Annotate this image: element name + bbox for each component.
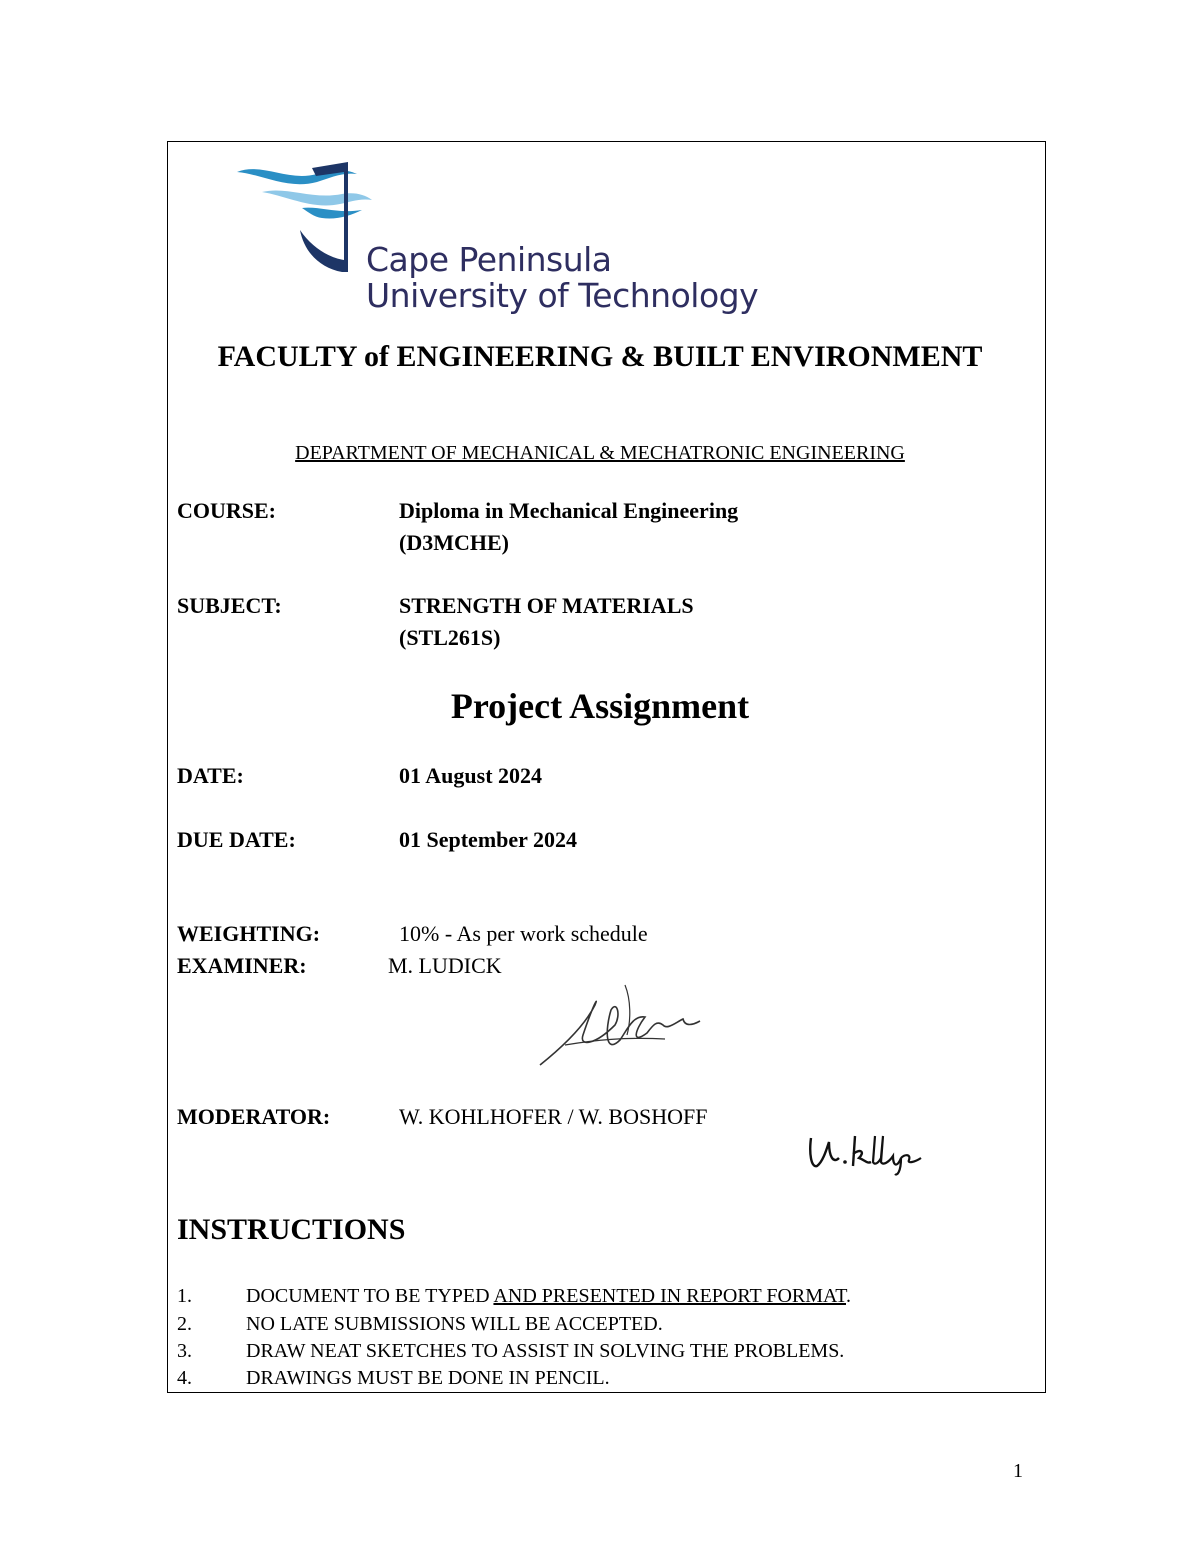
moderator-label: MODERATOR:	[177, 1104, 331, 1129]
moderator-signature-icon	[805, 1128, 925, 1178]
course-value: Diploma in Mechanical Engineering	[399, 498, 739, 523]
instruction-item: DRAW NEAT SKETCHES TO ASSIST IN SOLVING THE PROBLEMS.	[246, 1340, 845, 1362]
instruction-number: 1.	[177, 1285, 192, 1307]
instruction-item: DOCUMENT TO BE TYPED AND PRESENTED IN REPORT FORMAT.	[246, 1285, 851, 1307]
instruction-item: NO LATE SUBMISSIONS WILL BE ACCEPTED.	[246, 1313, 663, 1335]
cover-frame	[167, 141, 1046, 1393]
instruction-number: 4.	[177, 1367, 192, 1389]
weighting-value: 10% - As per work schedule	[399, 921, 648, 946]
instruction-number: 2.	[177, 1313, 192, 1335]
moderator-value: W. KOHLHOFER / W. BOSHOFF	[399, 1104, 708, 1129]
instructions-heading: INSTRUCTIONS	[177, 1213, 406, 1246]
cput-logo-icon	[232, 160, 372, 275]
weighting-label: WEIGHTING:	[177, 921, 321, 946]
subject-code: (STL261S)	[399, 625, 501, 650]
subject-label: SUBJECT:	[177, 593, 282, 618]
examiner-label: EXAMINER:	[177, 953, 307, 978]
page-number: 1	[1013, 1460, 1023, 1482]
department-heading: DEPARTMENT OF MECHANICAL & MECHATRONIC ENGINEERING	[295, 442, 905, 464]
examiner-signature-icon	[535, 975, 705, 1070]
course-label: COURSE:	[177, 498, 277, 523]
due-date-label: DUE DATE:	[177, 827, 296, 852]
faculty-heading: FACULTY of ENGINEERING & BUILT ENVIRONMENT	[217, 340, 983, 373]
logo-line-1: Cape Peninsula	[366, 240, 612, 279]
document-title: Project Assignment	[450, 686, 750, 726]
instruction-number: 3.	[177, 1340, 192, 1362]
logo-line-2: University of Technology	[366, 276, 759, 315]
due-date-value: 01 September 2024	[399, 827, 578, 852]
instruction-item: DRAWINGS MUST BE DONE IN PENCIL.	[246, 1367, 610, 1389]
date-value: 01 August 2024	[399, 763, 543, 788]
subject-value: STRENGTH OF MATERIALS	[399, 593, 694, 618]
examiner-value: M. LUDICK	[388, 953, 502, 978]
course-code: (D3MCHE)	[399, 530, 509, 555]
date-label: DATE:	[177, 763, 244, 788]
